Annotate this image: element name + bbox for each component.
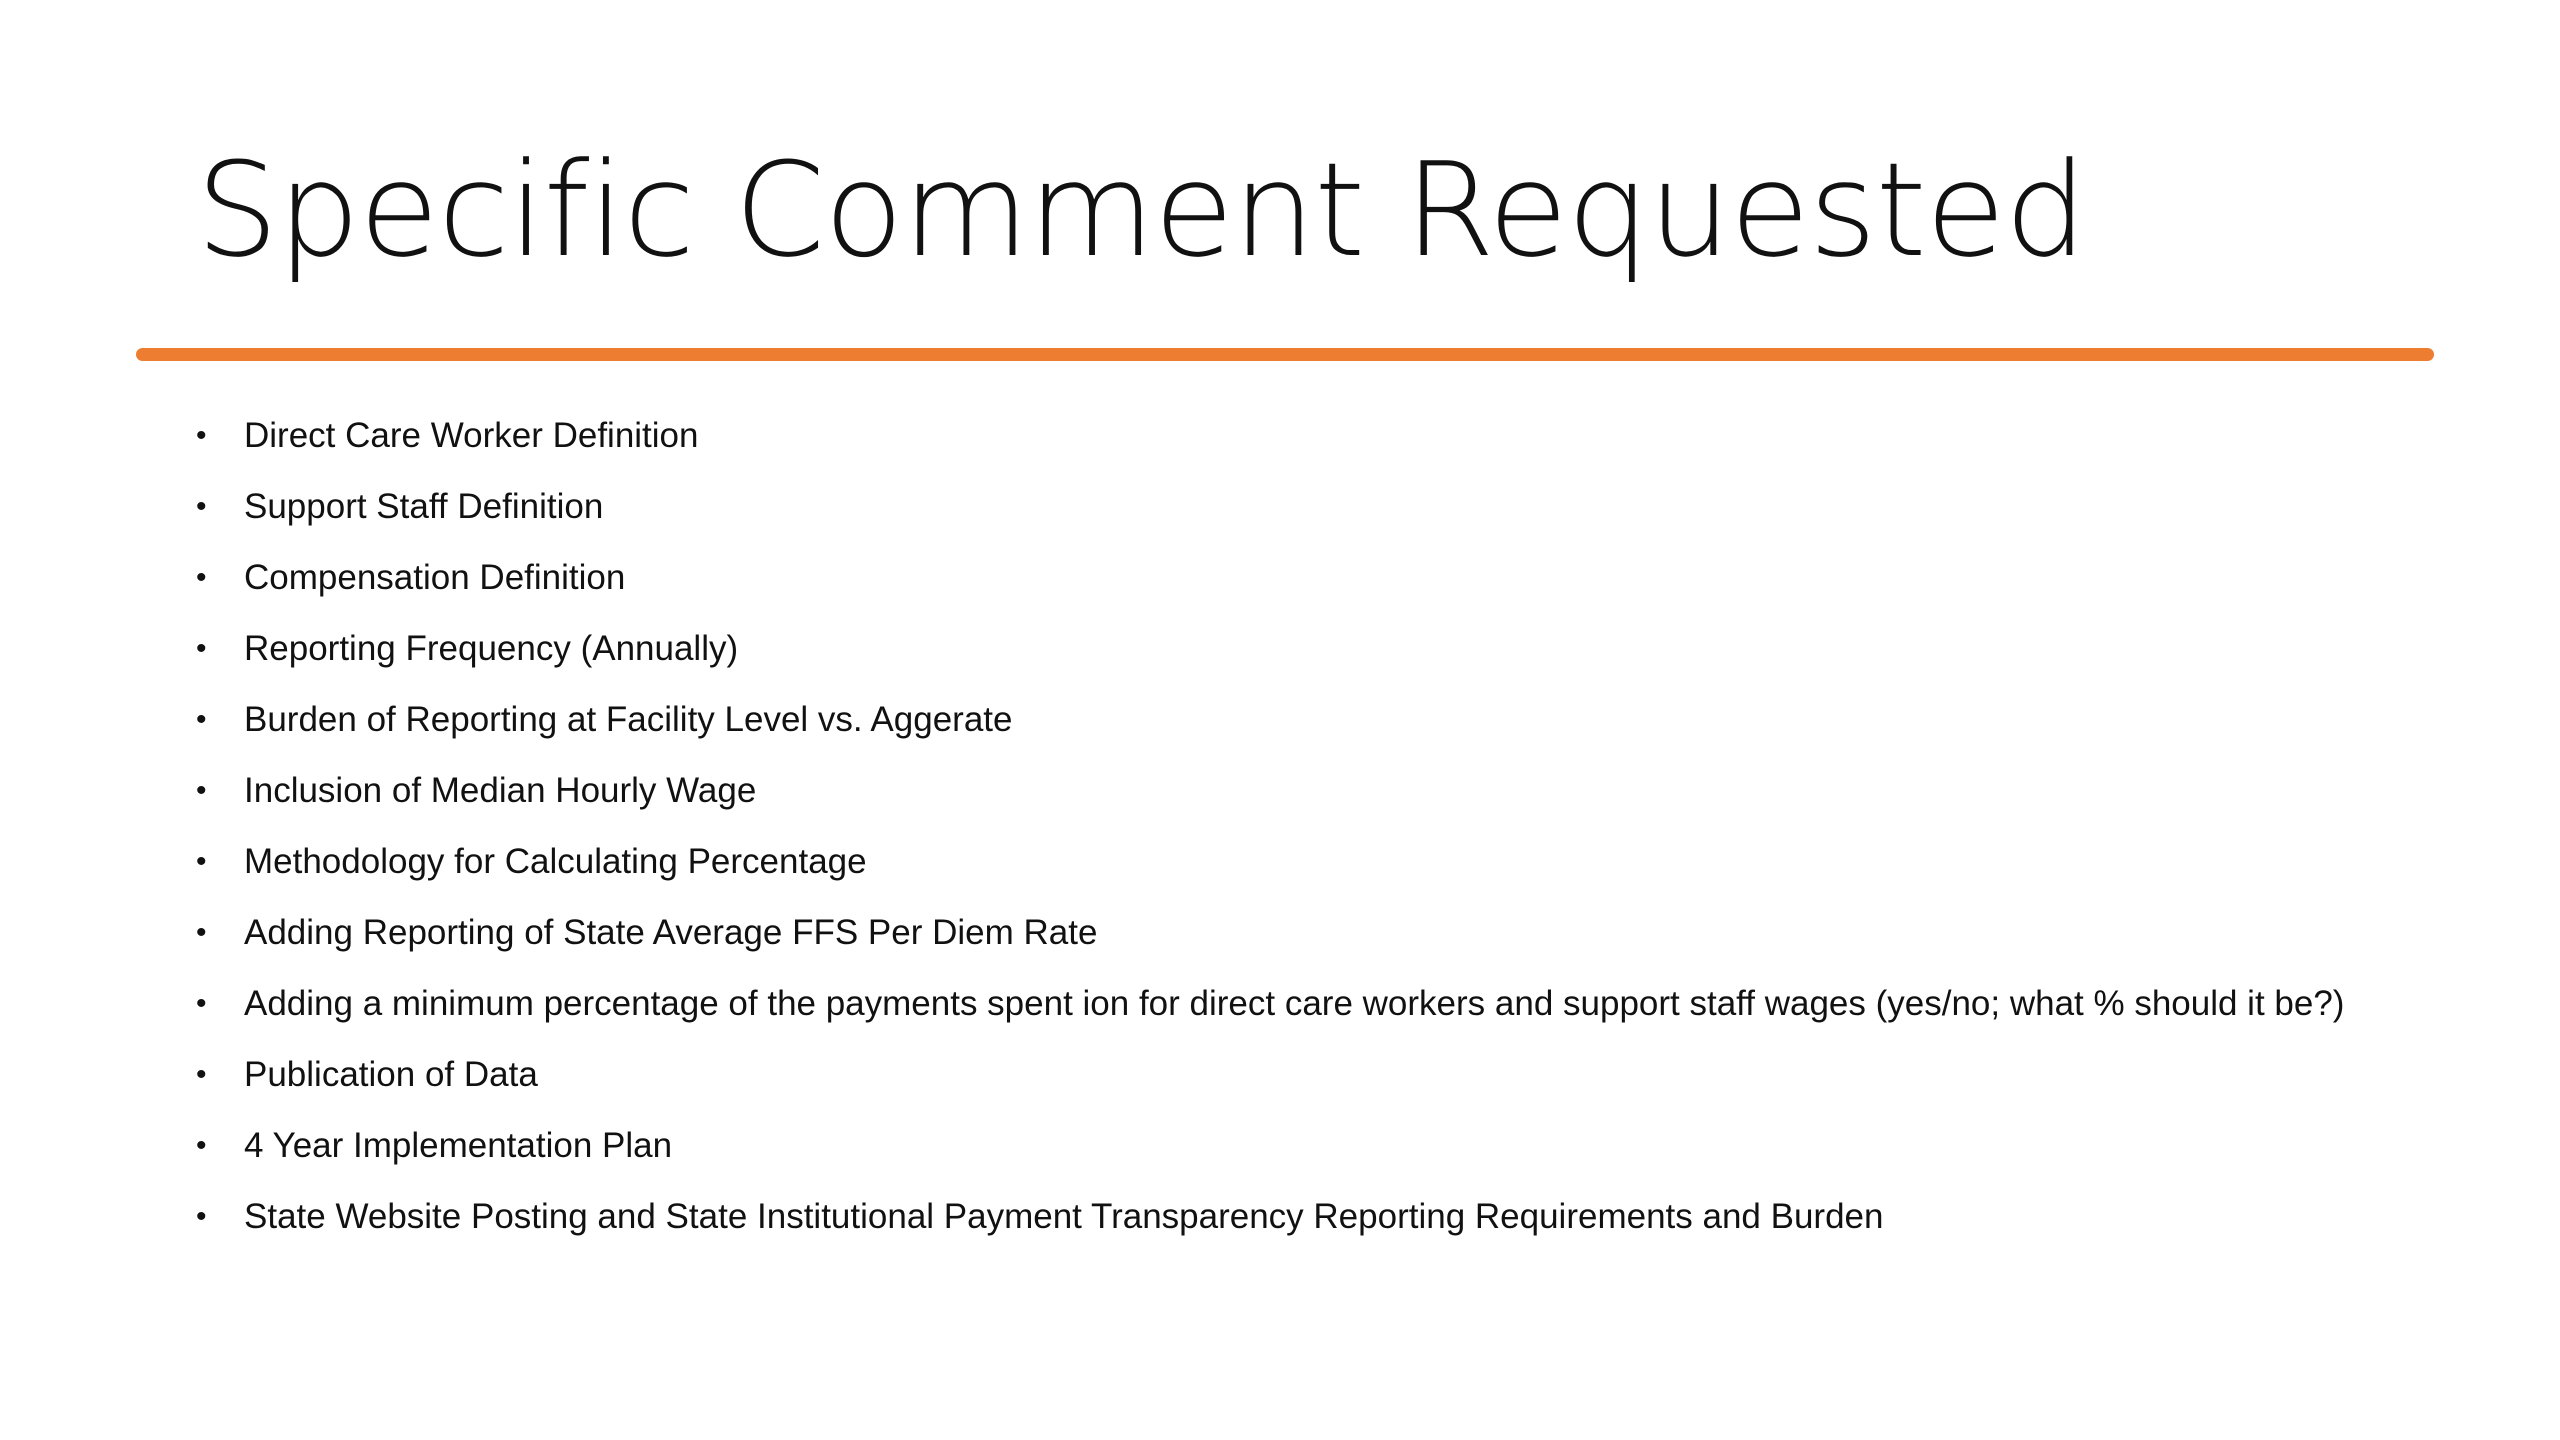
list-item-text: Burden of Reporting at Facility Level vs. Aggerate	[244, 700, 1013, 739]
bullet-icon: •	[196, 1200, 207, 1233]
title-underline	[136, 348, 2434, 361]
list-item-text: Adding Reporting of State Average FFS Per Diem Rate	[244, 913, 1098, 952]
list-item	[196, 414, 2396, 457]
list-item	[196, 485, 2396, 528]
list-item	[196, 769, 2396, 812]
list-item-text: Compensation Definition	[244, 558, 626, 597]
slide-title: Specific Comment Requested	[196, 134, 2087, 286]
list-item	[196, 840, 2396, 883]
bullet-list	[196, 414, 2396, 1266]
list-item	[196, 1195, 2396, 1238]
list-item-text: 4 Year Implementation Plan	[244, 1126, 673, 1165]
bullet-icon: •	[196, 1129, 207, 1162]
bullet-icon: •	[196, 419, 207, 452]
bullet-icon: •	[196, 561, 207, 594]
list-item-text: Support Staff Definition	[244, 487, 604, 526]
bullet-icon: •	[196, 490, 207, 523]
list-item-text: Adding a minimum percentage of the payments spent ion for direct care workers and support staff wages (yes/no; what % should it be?)	[244, 984, 2345, 1023]
list-item-text: Methodology for Calculating Percentage	[244, 842, 867, 881]
list-item-text: Publication of Data	[244, 1055, 538, 1094]
bullet-icon: •	[196, 774, 207, 807]
bullet-icon: •	[196, 632, 207, 665]
bullet-icon: •	[196, 845, 207, 878]
list-item-text: Reporting Frequency (Annually)	[244, 629, 739, 668]
list-item	[196, 698, 2396, 741]
list-item-text: Inclusion of Median Hourly Wage	[244, 771, 757, 810]
bullet-icon: •	[196, 1058, 207, 1091]
bullet-icon: •	[196, 987, 207, 1020]
list-item	[196, 627, 2396, 670]
list-item	[196, 556, 2396, 599]
list-item-text: State Website Posting and State Institutional Payment Transparency Reporting Requirements and Burden	[244, 1197, 1884, 1236]
list-item	[196, 1053, 2396, 1096]
bullet-icon: •	[196, 703, 207, 736]
list-item	[196, 982, 2396, 1025]
bullet-icon: •	[196, 916, 207, 949]
list-item	[196, 1124, 2396, 1167]
list-item-text: Direct Care Worker Definition	[244, 416, 699, 455]
list-item	[196, 911, 2396, 954]
